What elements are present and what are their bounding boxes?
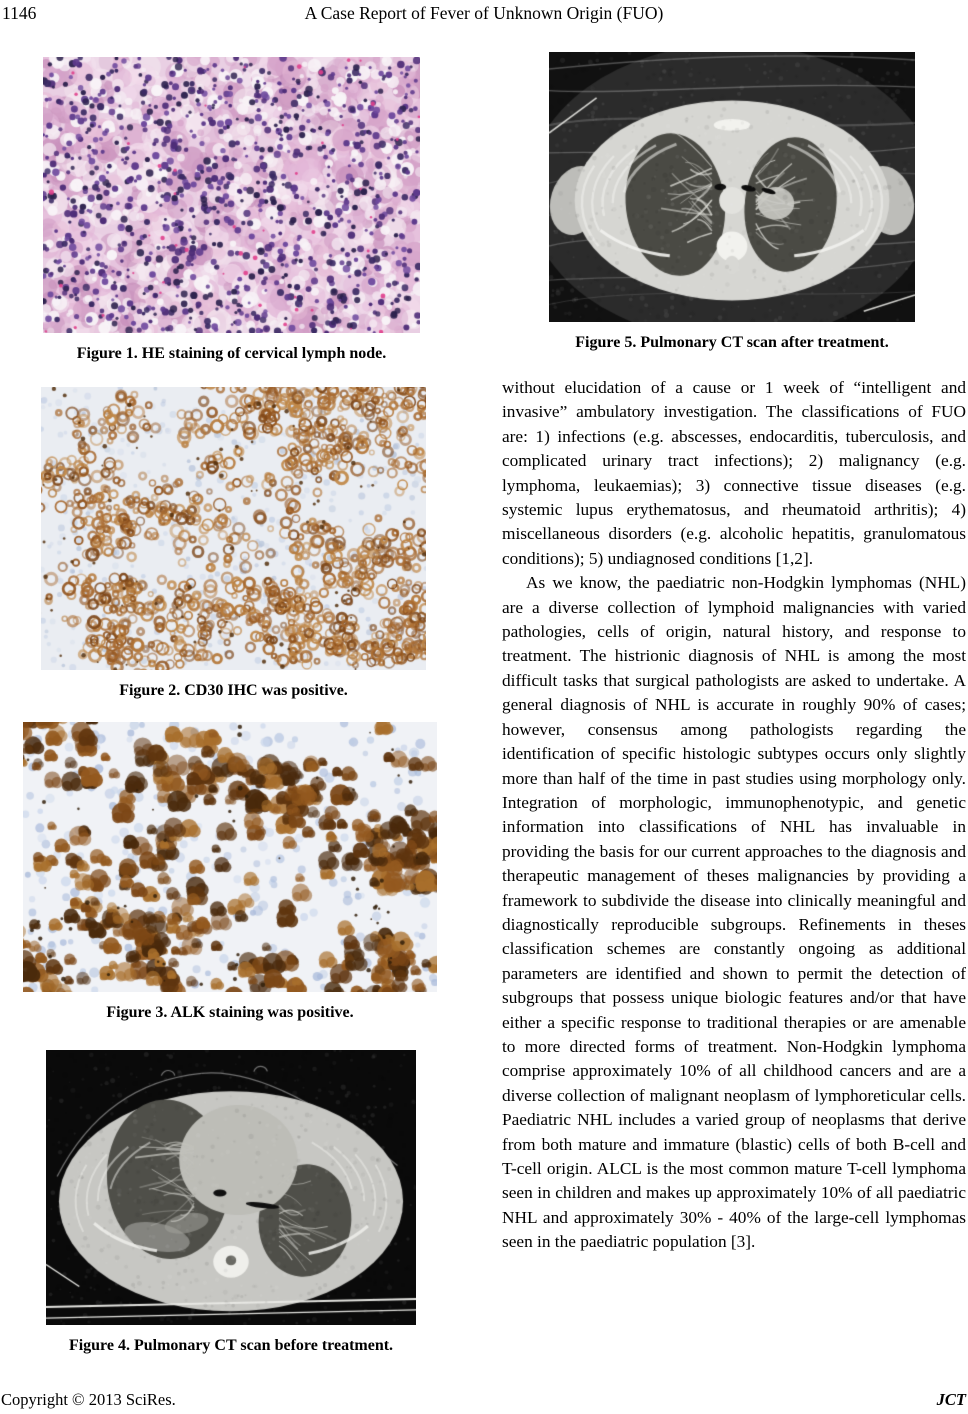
figure-3-histology-image bbox=[23, 722, 437, 992]
figure-2-caption: Figure 2. CD30 IHC was positive. bbox=[119, 682, 348, 699]
figure-4-caption: Figure 4. Pulmonary CT scan before treatment. bbox=[68, 1337, 394, 1354]
page-number: 1146 bbox=[2, 3, 37, 23]
journal-abbreviation: JCT bbox=[936, 1390, 966, 1409]
figure-3-caption: Figure 3. ALK staining was positive. bbox=[106, 1004, 354, 1021]
copyright-notice: Copyright © 2013 SciRes. bbox=[1, 1390, 176, 1409]
paragraph-fuo-classifications: without elucidation of a cause or 1 week of “intelligent and invasive” ambulatory investigation. The classifications of FUO are: 1) infections (e.g. abscesses, endocarditis, tuberculosis, and complicated urinary tract infections); 2) malignancy (e.g. lymphoma, leukaemias); 3) connective tissue diseases (e.g. systemic lupus erythematosus, and rheumatoid arthritis); 4) miscellaneous disorders (e.g. alcoholic hepatitis, granulomatous conditions); 5) undiagnosed conditions [1,2]. bbox=[502, 378, 966, 568]
page-header bbox=[0, 3, 968, 27]
figure-5-ct-image bbox=[549, 52, 915, 322]
paragraph-nhl-discussion: As we know, the paediatric non-Hodgkin lymphomas (NHL) are a diverse collection of lymphoid malignancies with varied pathologies, cells of origin, natural history, and response to treatment. The histrionic diagnosis of NHL is among the most difficult tasks that surgical pathologists are asked to undertake. A general diagnosis of NHL is accurate in roughly 90% of cases; however, consensus among pathologists regarding the identification of specific histologic subtypes occurs only slightly more than half of the time in past studies using morphology only. Integration of morphologic, immunophenotypic, and genetic information into classifications of NHL has invaluable in providing the basis for our current approaches to the diagnosis and therapeutic management of theses malignancies by providing a framework to subdivide the disease into clinically meaningful and diagnostically reproducible subgroups. Refinements in theses classification schemes are constantly ongoing as additional parameters are identified and shown to permit the detection of subgroups that possess unique biologic features and/or that have either a specific response to traditional therapies or are amenable to more directed forms of treatment. Non-Hodgkin lymphoma comprise approximately 10% of all childhood cancers and are a diverse collection of malignant neoplasm of lymphoreticular cells. Paediatric NHL includes a varied group of neoplasms that derive from both mature and immature (blastic) cells of both B-cell and T-cell origin. ALCL is the most common mature T-cell lymphoma seen in children and makes up approximately 10% of all paediatric NHL and approximately 30% - 40% of the large-cell lymphomas seen in the paediatric population [3]. bbox=[502, 573, 966, 1252]
figure-5-ct-after-treatment bbox=[549, 52, 915, 352]
figure-1-caption: Figure 1. HE staining of cervical lymph node. bbox=[76, 345, 387, 362]
figure-1-he-staining bbox=[43, 57, 420, 363]
figure-1-histology-image bbox=[43, 57, 420, 333]
body-text-column bbox=[502, 376, 966, 1255]
figure-4-ct-before-treatment bbox=[46, 1050, 416, 1355]
figure-2-cd30-ihc bbox=[41, 387, 426, 700]
running-title: A Case Report of Fever of Unknown Origin (FUO) bbox=[304, 3, 664, 23]
figure-5-caption: Figure 5. Pulmonary CT scan after treatment. bbox=[575, 334, 889, 351]
figure-2-histology-image bbox=[41, 387, 426, 670]
page-footer bbox=[0, 1390, 968, 1412]
figure-4-ct-image bbox=[46, 1050, 416, 1325]
figure-3-alk-staining bbox=[23, 722, 437, 1022]
